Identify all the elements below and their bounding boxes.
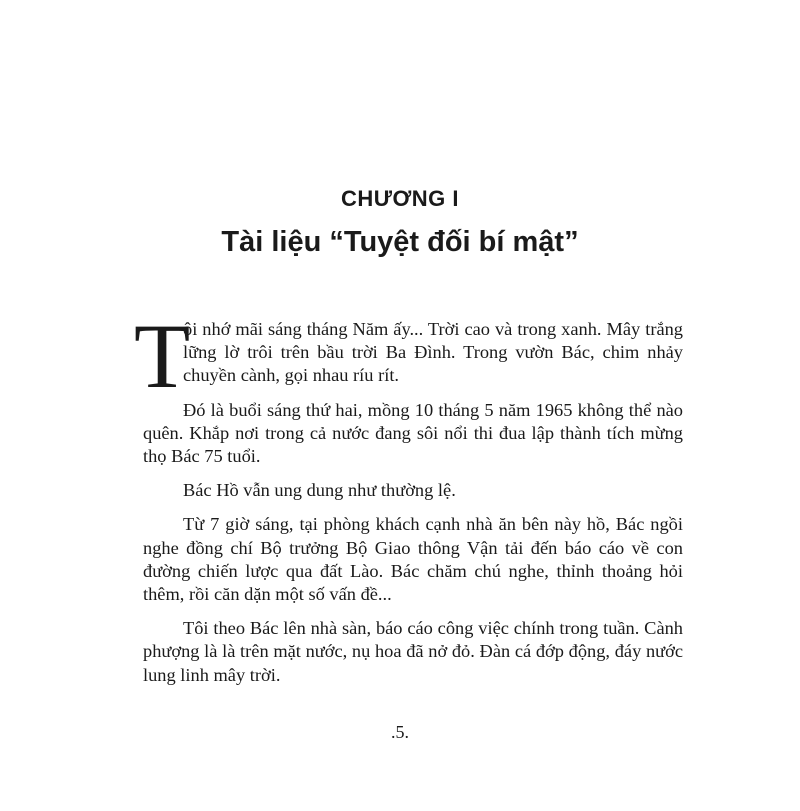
paragraph-2: Đó là buổi sáng thứ hai, mồng 10 tháng 5 năm 1965 không thể nào quên. Khắp nơi trong cả nước đang sôi nổi thi đua lập thành tích mừng thọ Bác 75 tuổi. <box>143 399 683 467</box>
paragraph-5: Tôi theo Bác lên nhà sàn, báo cáo công việc chính trong tuần. Cành phượng là là trên mặt nước, nụ hoa đã nở đỏ. Đàn cá đớp động, đáy nước lung linh mây trời. <box>143 618 683 685</box>
page-number: .5. <box>391 722 409 742</box>
chapter-label: CHƯƠNG I <box>340 186 460 211</box>
first-paragraph-text: ôi nhớ mãi sáng tháng Năm ấy... Trời cao và trong xanh. Mây trắng lững lờ trôi trên bầu trời Ba Đình. Trong vườn Bác, chim nhảy chuyền cành, gọi nhau ríu rít. <box>183 319 683 386</box>
drop-cap: T <box>134 305 191 407</box>
first-paragraph <box>134 305 683 407</box>
paragraph-3: Bác Hồ vẫn ung dung như thường lệ. <box>183 480 456 501</box>
chapter-title: Tài liệu “Tuyệt đối bí mật” <box>221 226 579 258</box>
chapter-body <box>134 305 683 698</box>
paragraph-4: Từ 7 giờ sáng, tại phòng khách cạnh nhà ăn bên này hồ, Bác ngồi nghe đồng chí Bộ trưởng Bộ Giao thông Vận tải đến báo cáo về con đường chiến lược qua đất Lào. Bác chăm chú nghe, thỉnh thoảng hỏi thêm, rồi căn dặn một số vấn đề... <box>143 514 683 605</box>
